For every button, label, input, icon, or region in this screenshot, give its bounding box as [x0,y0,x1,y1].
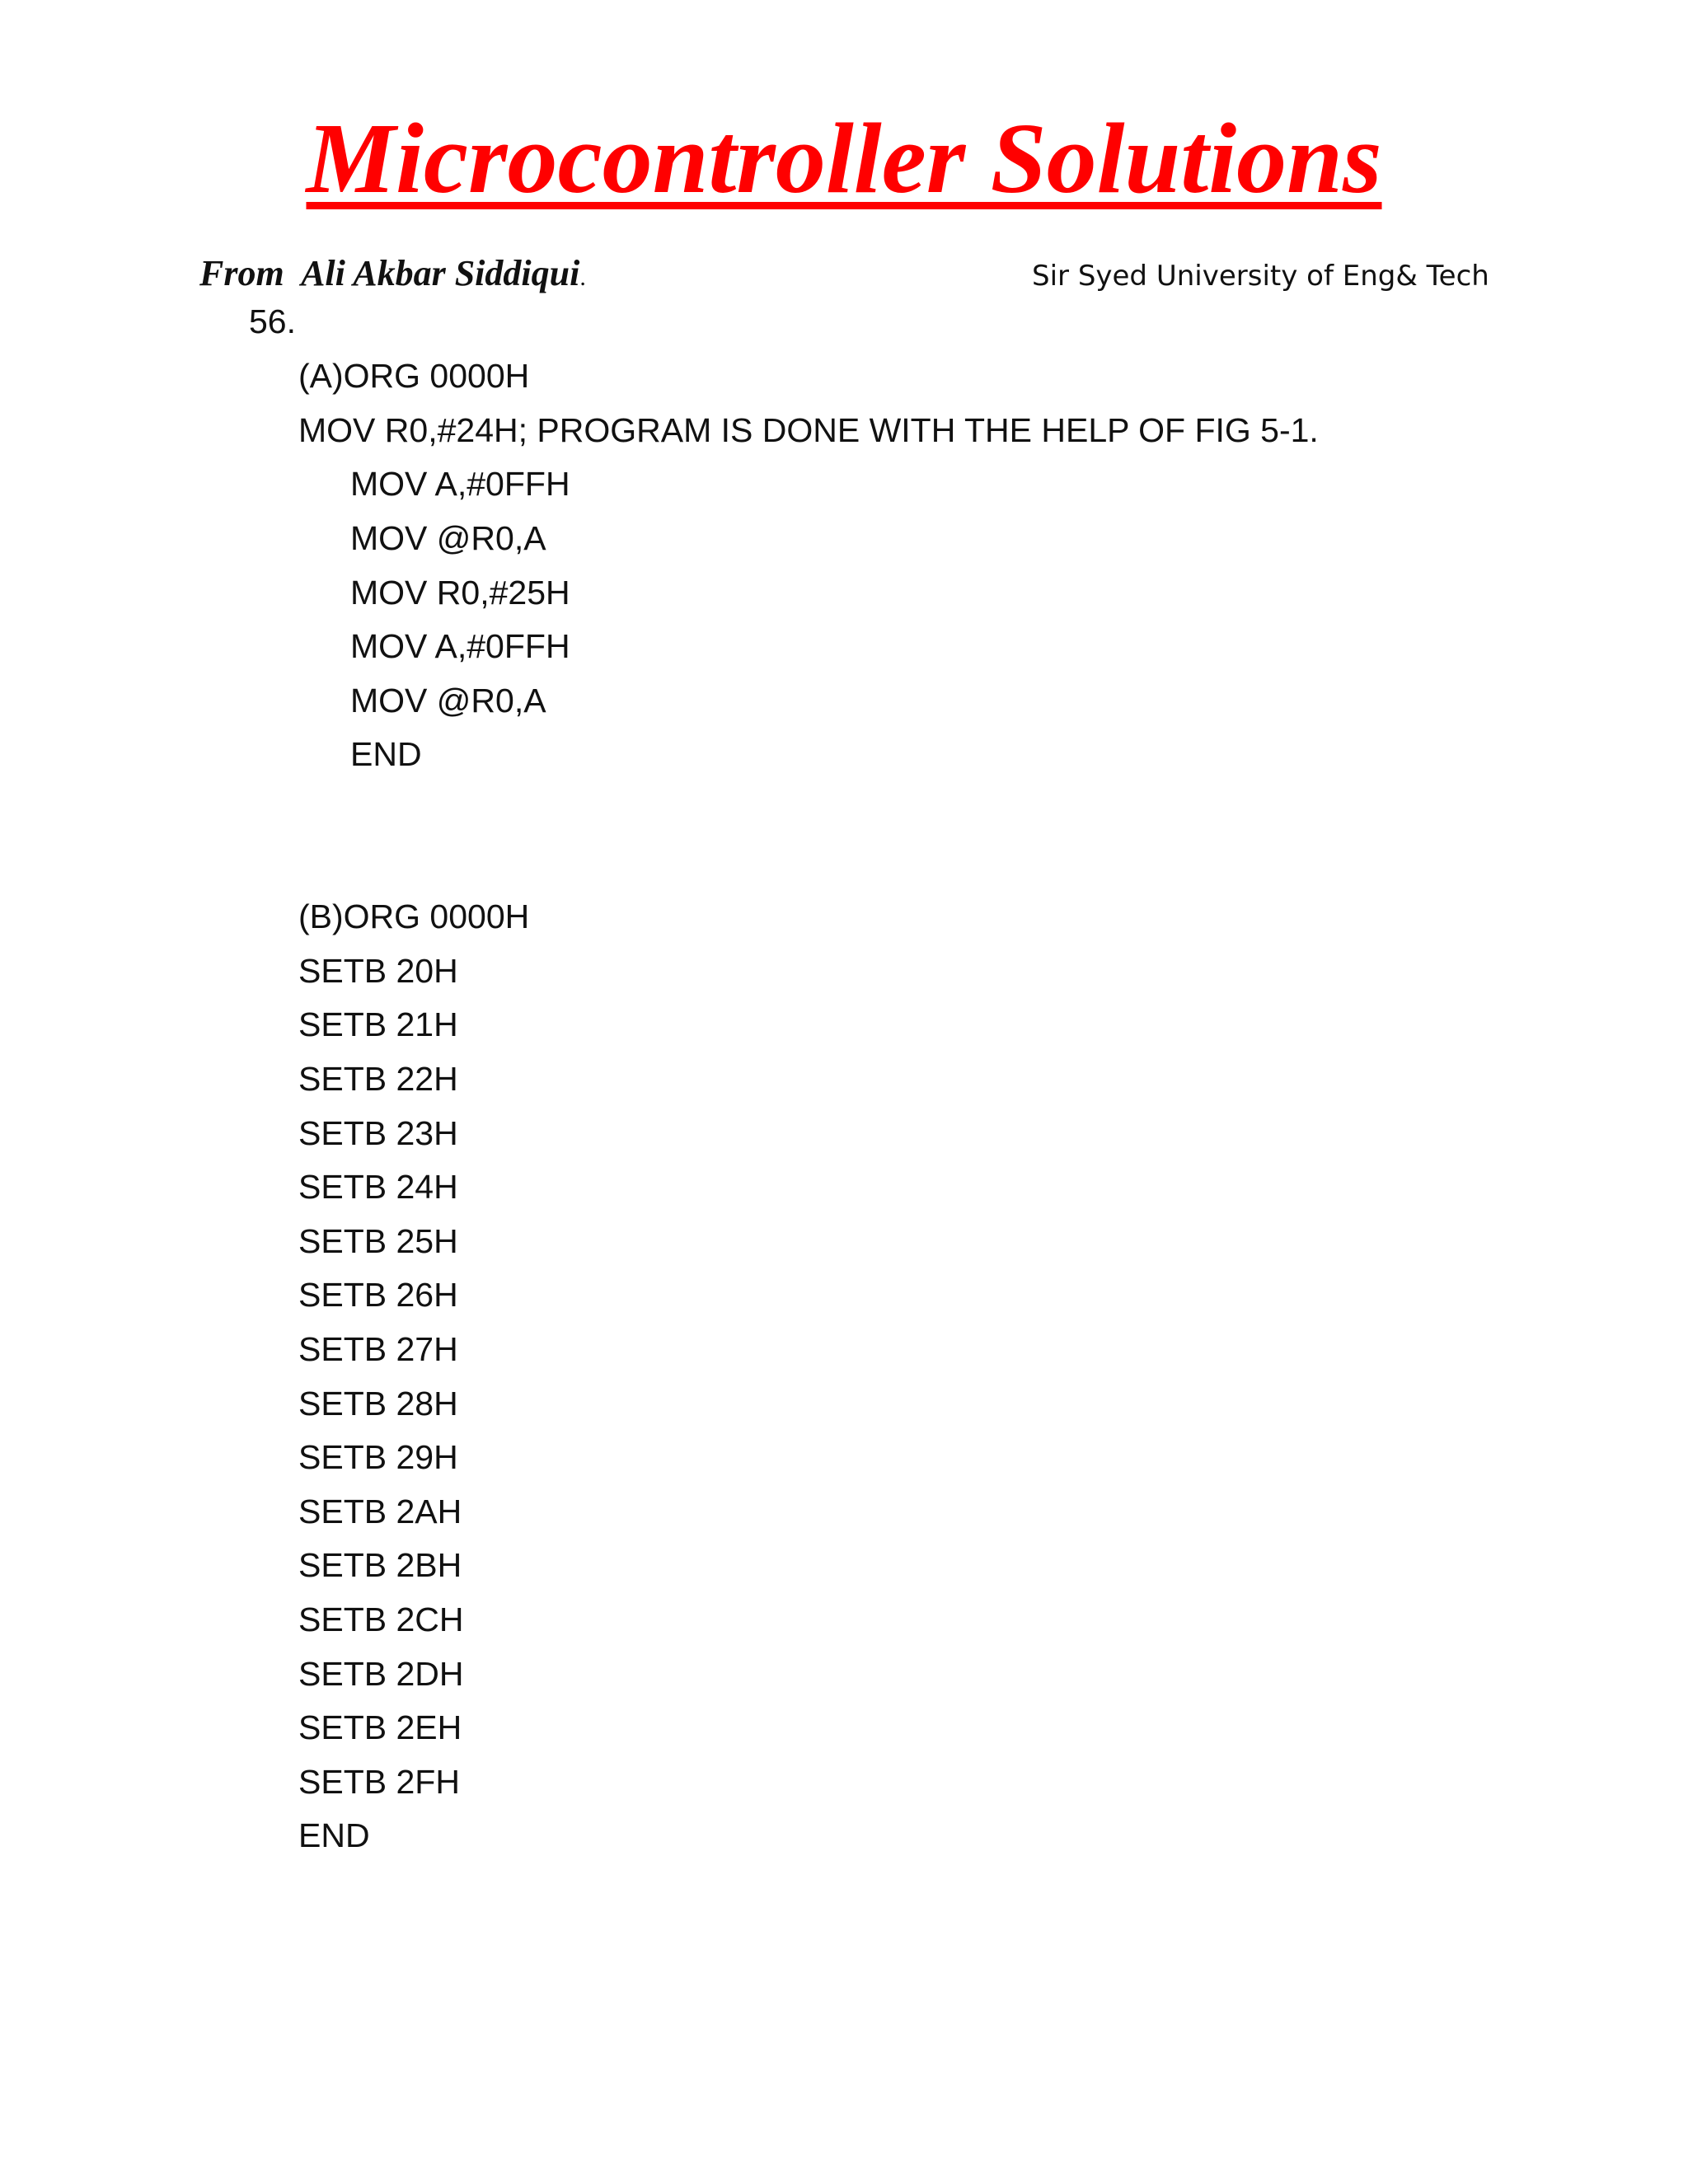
author-name: From Ali Akbar Siddiqui [199,253,580,293]
code-line-b-setb-27h: SETB 27H [298,1330,458,1368]
author-line [199,249,586,302]
code-line-b-setb-2ch: SETB 2CH [298,1601,464,1638]
code-line-b-setb-23h: SETB 23H [298,1114,458,1152]
code-line-a-end: END [350,735,422,773]
code-line-a-mov-at-r0-1: MOV @R0,A [350,519,546,557]
code-line-a-mov-at-r0-2: MOV @R0,A [350,682,546,719]
code-line-b-setb-2fh: SETB 2FH [298,1763,460,1801]
code-line-a-mov-r0-24h: MOV R0,#24H; PROGRAM IS DONE WITH THE HELP OF FIG 5-1. [298,411,1319,449]
code-line-a-mov-r0-25h: MOV R0,#25H [350,574,570,612]
code-line-b-setb-20h: SETB 20H [298,952,458,990]
code-line-b-setb-22h: SETB 22H [298,1060,458,1098]
code-line-b-org: (B)ORG 0000H [298,898,530,935]
code-line-b-setb-21h: SETB 21H [298,1005,458,1043]
question-number: 56. [249,302,296,340]
author-trailing-period: . [579,264,586,291]
university-name: Sir Syed University of Eng& Tech [1032,260,1489,293]
code-line-b-setb-2bh: SETB 2BH [298,1546,462,1584]
code-line-b-setb-29h: SETB 29H [298,1438,458,1476]
document-title [0,105,1688,213]
code-line-a-org: (A)ORG 0000H [298,357,530,395]
code-line-b-setb-2ah: SETB 2AH [298,1493,462,1530]
code-line-a-mov-a-1: MOV A,#0FFH [350,465,570,503]
code-line-b-setb-26h: SETB 26H [298,1276,458,1314]
code-line-b-setb-24h: SETB 24H [298,1168,458,1206]
code-line-b-setb-2eh: SETB 2EH [298,1708,462,1746]
code-line-b-end: END [298,1816,370,1854]
code-line-b-setb-25h: SETB 25H [298,1222,458,1260]
document-title-text: Microcontroller Solutions [306,103,1382,214]
code-line-a-mov-a-2: MOV A,#0FFH [350,627,570,665]
code-line-b-setb-2dh: SETB 2DH [298,1655,464,1693]
code-line-b-setb-28h: SETB 28H [298,1385,458,1422]
